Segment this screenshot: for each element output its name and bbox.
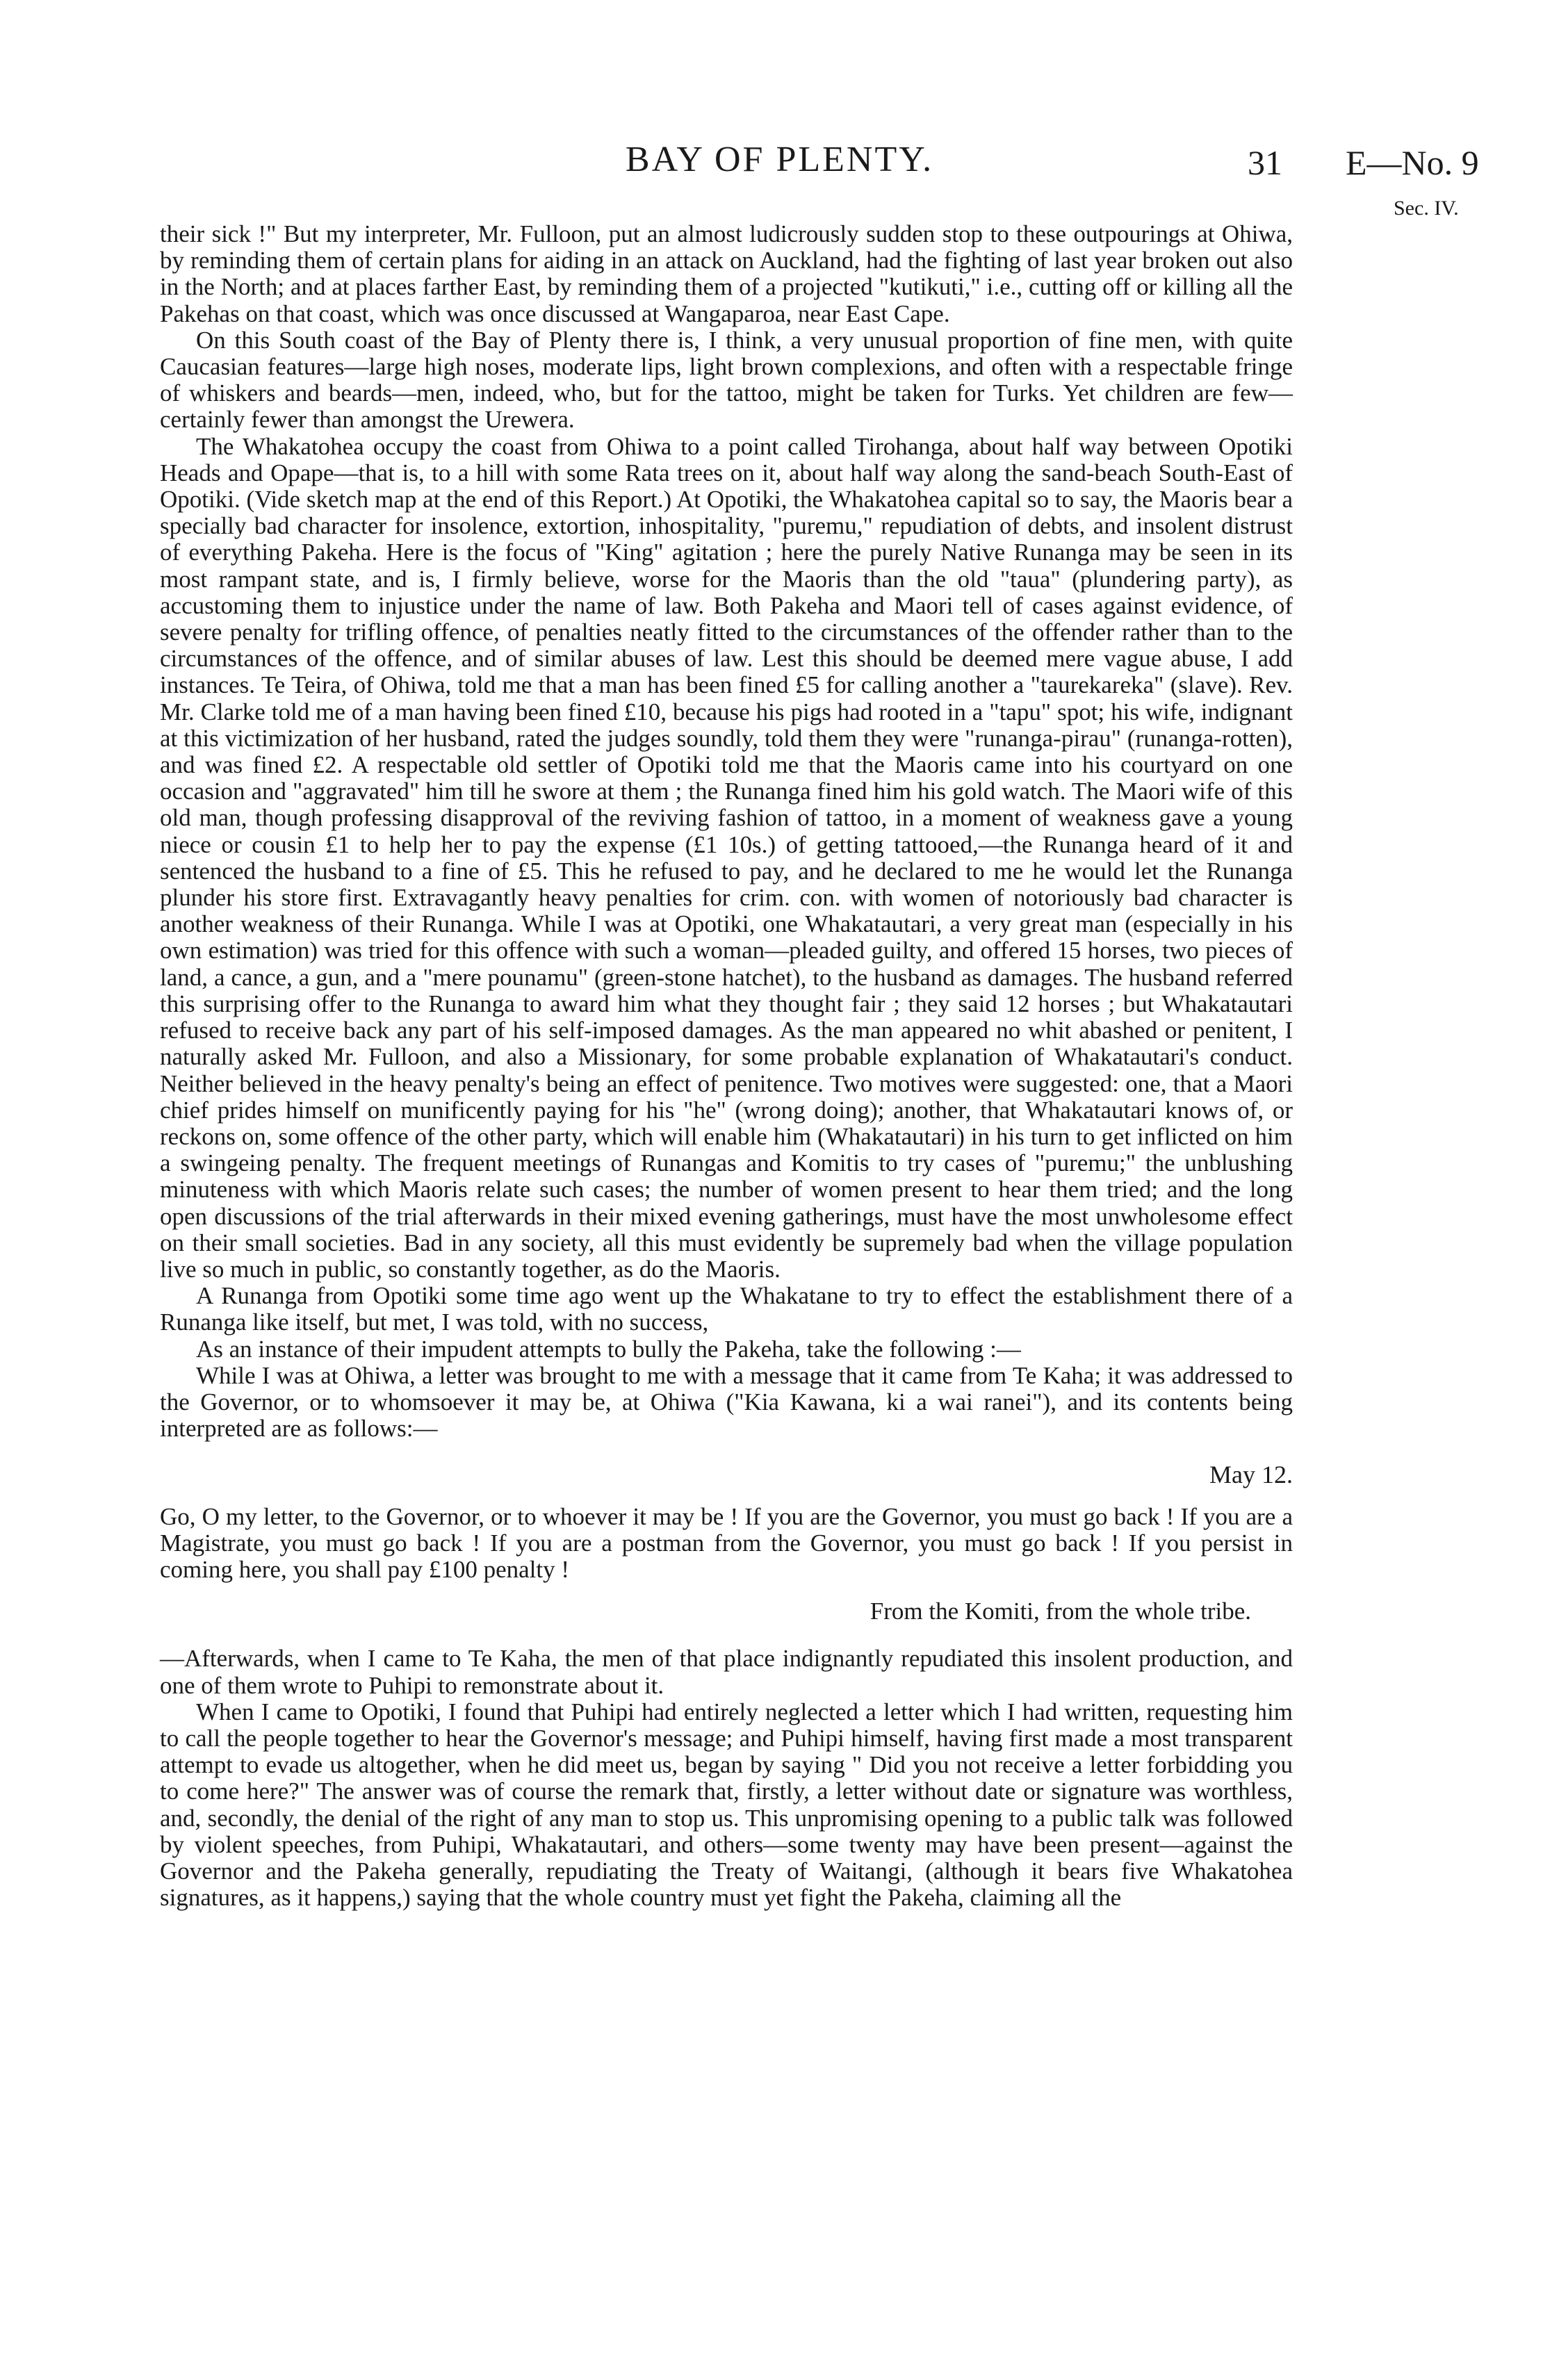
paragraph-continuation: their sick !" But my interpreter, Mr. Fulloon, put an almost ludicrously sudden stop to these outpourings at Ohiwa, by reminding them of certain plans for aiding in an attack on Auckland, had the fighting of last year broken out also in the North; and at places farther East, by reminding them of a projected "kutikuti," i.e., cutting off or killing all the Pakehas on that coast, which was once discussed at Wangaparoa, near East Cape. <box>160 220 1293 327</box>
running-title: BAY OF PLENTY. <box>625 140 934 179</box>
letter-date: May 12. <box>1209 1461 1293 1489</box>
paragraph-runanga-whakatane: A Runanga from Opotiki some time ago went up the Whakatane to try to effect the establishment there of a Runanga like itself, but met, I was told, with no success, <box>160 1282 1293 1336</box>
paragraph-instance: As an instance of their impudent attempts to bully the Pakeha, take the following :— <box>196 1335 1021 1363</box>
document-reference: E—No. 9 <box>1346 143 1479 182</box>
letter-body: Go, O my letter, to the Governor, or to whoever it may be ! If you are the Governor, you must go back ! If you are a Magistrate, you must go back ! If you are a postman from the Governor, you must go back ! If you persist in coming here, you shall pay £100 penalty ! <box>160 1502 1293 1583</box>
paragraph-whakatohea: The Whakatohea occupy the coast from Ohiwa to a point called Tirohanga, about half way between Opotiki Heads and Opape—that is, to a hill with some Rata trees on it, about half way along the sand-beach South-East of Opotiki. (Vide sketch map at the end of this Report.) At Opotiki, the Whakatohea capital so to say, the Maoris bear a specially bad character for insolence, extortion, inhospitality, "puremu," repudiation of debts, and insolent distrust of everything Pakeha. Here is the focus of "King" agitation ; here the purely Native Runanga may be seen in its most rampant state, and is, I firmly believe, worse for the Maoris than the old "taua" (plundering party), as accustoming them to injustice under the name of law. Both Pakeha and Maori tell of cases against evidence, of severe penalty for trifling offence, of penalties neatly fitted to the circumstances of the offender rather than to the circumstances of the offence, and of similar abuses of law. Lest this should be deemed mere vague abuse, I add instances. Te Teira, of Ohiwa, told me that a man has been fined £5 for calling another a "taurekareka" (slave). Rev. Mr. Clarke told me of a man having been fined £10, because his pigs had rooted in a "tapu" spot; his wife, indignant at this victimization of her husband, rated the judges soundly, told them they were "runanga-pirau" (runanga-rotten), and was fined £2. A respectable old settler of Opotiki told me that the Maoris came into his courtyard on one occasion and "aggravated" him till he swore at them ; the Runanga fined him his gold watch. The Maori wife of this old man, though professing disapproval of the reviving fashion of tattoo, in a moment of weakness gave a young niece or cousin £1 to help her to pay the expense (£1 10s.) of getting tattooed,—the Runanga heard of it and sentenced the husband to a fine of £5. This he refused to pay, and he declared to me he would let the Runanga plunder his store first. Extravagantly heavy penalties for crim. con. with women of notoriously bad character is another weakness of their Runanga. While I was at Opotiki, one Whakatautari, a very great man (especially in his own estimation) was tried for this offence with such a woman—pleaded guilty, and offered 15 horses, two pieces of land, a cance, a gun, and a "mere pounamu" (green-stone hatchet), to the husband as damages. The husband referred this surprising offer to the Runanga to award him what they thought fair ; they said 12 horses ; but Whakatautari refused to receive back any part of his self-imposed damages. As the man appeared no whit abashed or penitent, I naturally asked Mr. Fulloon, and also a Missionary, for some probable explanation of Whakatautari's conduct. Neither believed in the heavy penalty's being an effect of penitence. Two motives were suggested: one, that a Maori chief prides himself on munificently paying for his "he" (wrong doing); another, that Whakatautari knows of, or reckons on, some offence of the other party, which will enable him (Whakatautari) in his turn to get inflicted on him a swingeing penalty. The frequent meetings of Runangas and Komitis to try cases of "puremu;" the unblushing minuteness with which Maoris relate such cases; the number of women present to hear them tried; and the long open discussions of the trial afterwards in their mixed evening gatherings, must have the most unwholesome effect on their small societies. Bad in any society, all this must evidently be supremely bad when the village population live so much in public, so constantly together, as do the Maoris. <box>160 432 1293 1283</box>
quoted-letter <box>160 1461 1293 1625</box>
page-number: 31 <box>1248 143 1282 182</box>
letter-signature: From the Komiti, from the whole tribe. <box>870 1598 1251 1625</box>
body-text <box>160 221 1293 1911</box>
paragraph-south-coast: On this South coast of the Bay of Plenty there is, I think, a very unusual proportion of fine men, with quite Caucasian features—large high noses, moderate lips, light brown complexions, and often with a respectable fringe of whiskers and beards—men, indeed, who, but for the tattoo, might be taken for Turks. Yet children are few—certainly fewer than amongst the Urewera. <box>160 326 1293 434</box>
paragraph-afterwards: —Afterwards, when I came to Te Kaha, the men of that place indignantly repudiated this insolent production, and one of them wrote to Puhipi to remonstrate about it. <box>160 1645 1293 1699</box>
paragraph-letter-intro: While I was at Ohiwa, a letter was brought to me with a message that it came from Te Kaha; it was addressed to the Governor, or to whomsoever it may be, at Ohiwa ("Kia Kawana, ki a wai ranei"), and its contents being interpreted are as follows:— <box>160 1361 1293 1443</box>
section-reference: Sec. IV. <box>1394 197 1459 220</box>
paragraph-opotiki-meeting: When I came to Opotiki, I found that Puhipi had entirely neglected a letter which I had written, requesting him to call the people together to hear the Governor's message; and Puhipi himself, having first made a most transparent attempt to evade us altogether, when he did meet us, began by saying " Did you not receive a letter forbidding you to come here?" The answer was of course the remark that, firstly, a letter without date or signature was worthless, and, secondly, the denial of the right of any man to stop us. This unpromising opening to a public talk was followed by violent speeches, from Puhipi, Whakatautari, and others—some twenty may have been present—against the Governor and the Pakeha generally, repudiating the Treaty of Waitangi, (although it bears five Whakatohea signatures, as it happens,) saying that the whole country must yet fight the Pakeha, claiming all the <box>160 1698 1293 1912</box>
